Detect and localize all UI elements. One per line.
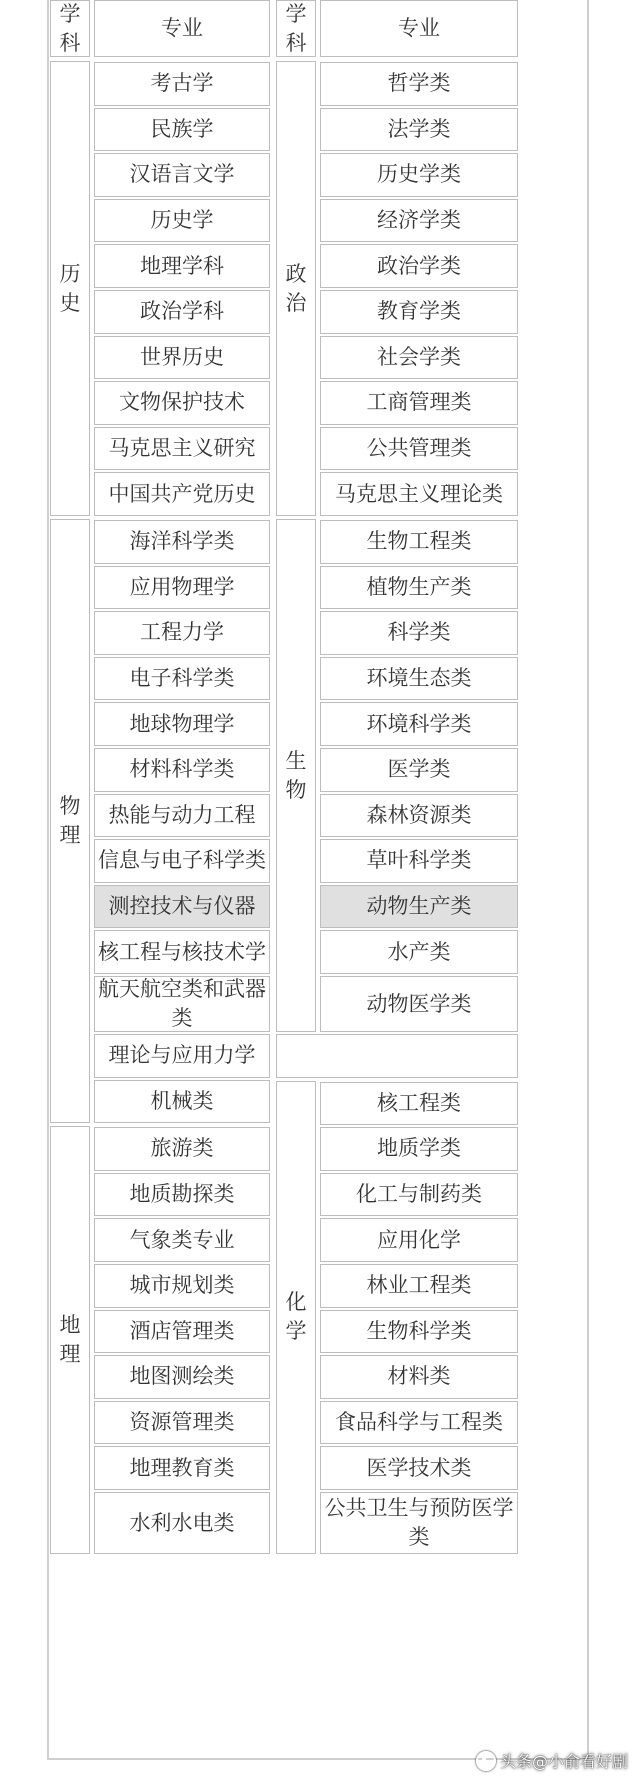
physics-major-cell xyxy=(94,702,270,746)
chemistry-major-cell xyxy=(320,1446,518,1490)
geography-major-cell-text: 旅游类 xyxy=(150,1136,214,1161)
geography-major-cell xyxy=(94,1355,270,1399)
geography-major-cell xyxy=(94,1127,270,1171)
chemistry-major-cell-text: 林业工程类 xyxy=(366,1273,472,1298)
physics-major-cell xyxy=(94,748,270,792)
subject-physics-text: 物理 xyxy=(59,794,81,848)
header-subject-right xyxy=(276,0,316,57)
chemistry-major-cell xyxy=(320,1264,518,1308)
history-major-cell-text: 历史学 xyxy=(150,208,214,233)
chemistry-major-cell-text: 地质学类 xyxy=(377,1136,461,1161)
politics-major-cell-text: 哲学类 xyxy=(387,71,451,96)
geography-major-cell xyxy=(94,1173,270,1217)
geography-major-cell-text: 资源管理类 xyxy=(129,1410,235,1435)
subject-biology-text: 生物 xyxy=(285,748,307,802)
history-major-cell-text: 文物保护技术 xyxy=(119,390,245,415)
biology-major-cell-text: 医学类 xyxy=(387,757,451,782)
geography-major-cell-text: 水利水电类 xyxy=(129,1510,235,1535)
history-major-cell-text: 马克思主义研究 xyxy=(108,436,256,461)
physics-major-cell-text: 工程力学 xyxy=(140,620,224,645)
physics-major-cell-text: 电子科学类 xyxy=(129,666,235,691)
physics-major-cell-text: 理论与应用力学 xyxy=(108,1043,256,1068)
physics-major-cell-text: 地球物理学 xyxy=(129,711,235,736)
physics-major-cell-text: 材料科学类 xyxy=(129,757,235,782)
geography-major-cell xyxy=(94,1401,270,1445)
chemistry-major-cell xyxy=(320,1127,518,1171)
history-major-cell-text: 民族学 xyxy=(150,116,214,141)
history-major-cell-text: 地理学科 xyxy=(140,253,224,278)
politics-major-cell xyxy=(320,62,518,106)
chemistry-major-cell-text: 食品科学与工程类 xyxy=(335,1410,503,1435)
physics-major-cell-text: 核工程与核技术学 xyxy=(98,939,266,964)
history-major-cell xyxy=(94,336,270,380)
politics-major-cell-text: 政治学类 xyxy=(377,253,461,278)
biology-major-cell-text: 生物工程类 xyxy=(366,529,472,554)
subject-biology xyxy=(276,519,316,1032)
geography-major-cell-text: 地图测绘类 xyxy=(129,1364,235,1389)
physics-major-cell xyxy=(94,976,270,1032)
history-major-cell-text: 世界历史 xyxy=(140,344,224,369)
chemistry-major-cell xyxy=(320,1082,518,1126)
physics-major-cell xyxy=(94,1080,270,1124)
history-major-cell xyxy=(94,199,270,243)
history-major-cell-text: 中国共产党历史 xyxy=(108,481,256,506)
header-subject-left xyxy=(50,0,90,57)
politics-major-cell xyxy=(320,244,518,288)
geography-major-cell-text: 城市规划类 xyxy=(129,1273,235,1298)
history-major-cell xyxy=(94,381,270,425)
biology-major-cell xyxy=(320,885,518,929)
biology-major-cell-text: 水产类 xyxy=(387,939,451,964)
physics-major-cell xyxy=(94,1034,270,1078)
biology-major-cell xyxy=(320,566,518,610)
biology-major-cell xyxy=(320,839,518,883)
chemistry-major-cell xyxy=(320,1218,518,1262)
subject-chemistry-text: 化学 xyxy=(285,1290,307,1344)
politics-major-cell-text: 工商管理类 xyxy=(366,390,472,415)
biology-major-cell-text: 环境科学类 xyxy=(366,711,472,736)
politics-major-cell-text: 公共管理类 xyxy=(366,436,472,461)
header-major-right xyxy=(320,0,518,57)
physics-major-cell-text: 信息与电子科学类 xyxy=(98,848,266,873)
subject-history-text: 历史 xyxy=(59,261,81,315)
geography-major-cell xyxy=(94,1492,270,1554)
politics-major-cell-text: 历史学类 xyxy=(377,162,461,187)
politics-major-cell-text: 经济学类 xyxy=(377,208,461,233)
subject-geography xyxy=(50,1126,90,1554)
politics-major-cell xyxy=(320,336,518,380)
history-major-cell xyxy=(94,290,270,334)
biology-major-cell xyxy=(320,748,518,792)
header-major-right-text: 专业 xyxy=(398,16,440,40)
chemistry-major-cell-text: 应用化学 xyxy=(377,1227,461,1252)
politics-major-cell-text: 社会学类 xyxy=(377,344,461,369)
subject-chemistry xyxy=(276,1081,316,1554)
chemistry-major-cell xyxy=(320,1492,518,1554)
biology-major-cell xyxy=(320,930,518,974)
biology-major-cell xyxy=(320,611,518,655)
physics-major-cell-text: 测控技术与仪器 xyxy=(108,894,256,919)
physics-major-cell-text: 海洋科学类 xyxy=(129,529,235,554)
header-subject-right-text: 学科 xyxy=(285,1,307,55)
chemistry-major-cell xyxy=(320,1310,518,1354)
politics-major-cell-text: 法学类 xyxy=(387,116,451,141)
biology-major-cell-text: 森林资源类 xyxy=(366,802,472,827)
politics-major-cell xyxy=(320,290,518,334)
history-major-cell xyxy=(94,108,270,152)
history-major-cell xyxy=(94,427,270,471)
politics-major-cell xyxy=(320,427,518,471)
geography-major-cell xyxy=(94,1446,270,1490)
biology-major-cell xyxy=(320,702,518,746)
geography-major-cell xyxy=(94,1310,270,1354)
physics-major-cell-text: 机械类 xyxy=(150,1088,214,1113)
physics-major-cell-text: 热能与动力工程 xyxy=(108,802,256,827)
physics-major-cell xyxy=(94,520,270,564)
physics-major-cell-text: 航天航空类和武器类 xyxy=(98,977,266,1030)
history-major-cell-text: 政治学科 xyxy=(140,299,224,324)
chemistry-major-cell-text: 生物科学类 xyxy=(366,1318,472,1343)
geography-major-cell-text: 地质勘探类 xyxy=(129,1182,235,1207)
subject-physics xyxy=(50,519,90,1123)
physics-major-cell xyxy=(94,794,270,838)
physics-major-cell xyxy=(94,657,270,701)
empty-cell xyxy=(276,1034,518,1078)
biology-major-cell xyxy=(320,976,518,1032)
politics-major-cell xyxy=(320,472,518,516)
politics-major-cell xyxy=(320,199,518,243)
chemistry-major-cell-text: 医学技术类 xyxy=(366,1455,472,1480)
biology-major-cell xyxy=(320,794,518,838)
politics-major-cell xyxy=(320,381,518,425)
watermark xyxy=(476,1749,628,1772)
geography-major-cell-text: 酒店管理类 xyxy=(129,1318,235,1343)
geography-major-cell-text: 地理教育类 xyxy=(129,1455,235,1480)
history-major-cell-text: 考古学 xyxy=(150,71,214,96)
header-major-left-text: 专业 xyxy=(161,16,203,40)
subject-geography-text: 地理 xyxy=(59,1313,81,1367)
politics-major-cell xyxy=(320,108,518,152)
politics-major-cell-text: 马克思主义理论类 xyxy=(335,481,503,506)
chemistry-major-cell xyxy=(320,1355,518,1399)
chemistry-major-cell-text: 公共卫生与预防医学类 xyxy=(324,1496,514,1549)
history-major-cell xyxy=(94,62,270,106)
geography-major-cell xyxy=(94,1218,270,1262)
chemistry-major-cell-text: 材料类 xyxy=(387,1364,451,1389)
biology-major-cell-text: 动物医学类 xyxy=(366,991,472,1016)
physics-major-cell xyxy=(94,566,270,610)
header-major-left xyxy=(94,0,270,57)
physics-major-cell-text: 应用物理学 xyxy=(129,574,235,599)
chemistry-major-cell xyxy=(320,1173,518,1217)
subject-history xyxy=(50,61,90,516)
biology-major-cell-text: 草叶科学类 xyxy=(366,848,472,873)
camera-icon xyxy=(476,1751,496,1771)
politics-major-cell-text: 教育学类 xyxy=(377,299,461,324)
biology-major-cell-text: 科学类 xyxy=(387,620,451,645)
physics-major-cell xyxy=(94,611,270,655)
biology-major-cell-text: 环境生态类 xyxy=(366,666,472,691)
geography-major-cell-text: 气象类专业 xyxy=(129,1227,235,1252)
watermark-text: 头条@小俞看好剧 xyxy=(499,1752,628,1771)
biology-major-cell-text: 植物生产类 xyxy=(366,574,472,599)
physics-major-cell xyxy=(94,930,270,974)
history-major-cell xyxy=(94,472,270,516)
history-major-cell-text: 汉语言文学 xyxy=(129,162,235,187)
subject-politics xyxy=(276,61,316,516)
chemistry-major-cell-text: 化工与制药类 xyxy=(356,1182,482,1207)
politics-major-cell xyxy=(320,153,518,197)
physics-major-cell xyxy=(94,839,270,883)
biology-major-cell xyxy=(320,520,518,564)
history-major-cell xyxy=(94,244,270,288)
geography-major-cell xyxy=(94,1264,270,1308)
biology-major-cell-text: 动物生产类 xyxy=(366,894,472,919)
header-subject-left-text: 学科 xyxy=(59,1,81,55)
physics-major-cell xyxy=(94,885,270,929)
biology-major-cell xyxy=(320,657,518,701)
history-major-cell xyxy=(94,153,270,197)
chemistry-major-cell xyxy=(320,1401,518,1445)
chemistry-major-cell-text: 核工程类 xyxy=(377,1090,461,1115)
subject-politics-text: 政治 xyxy=(285,261,307,315)
